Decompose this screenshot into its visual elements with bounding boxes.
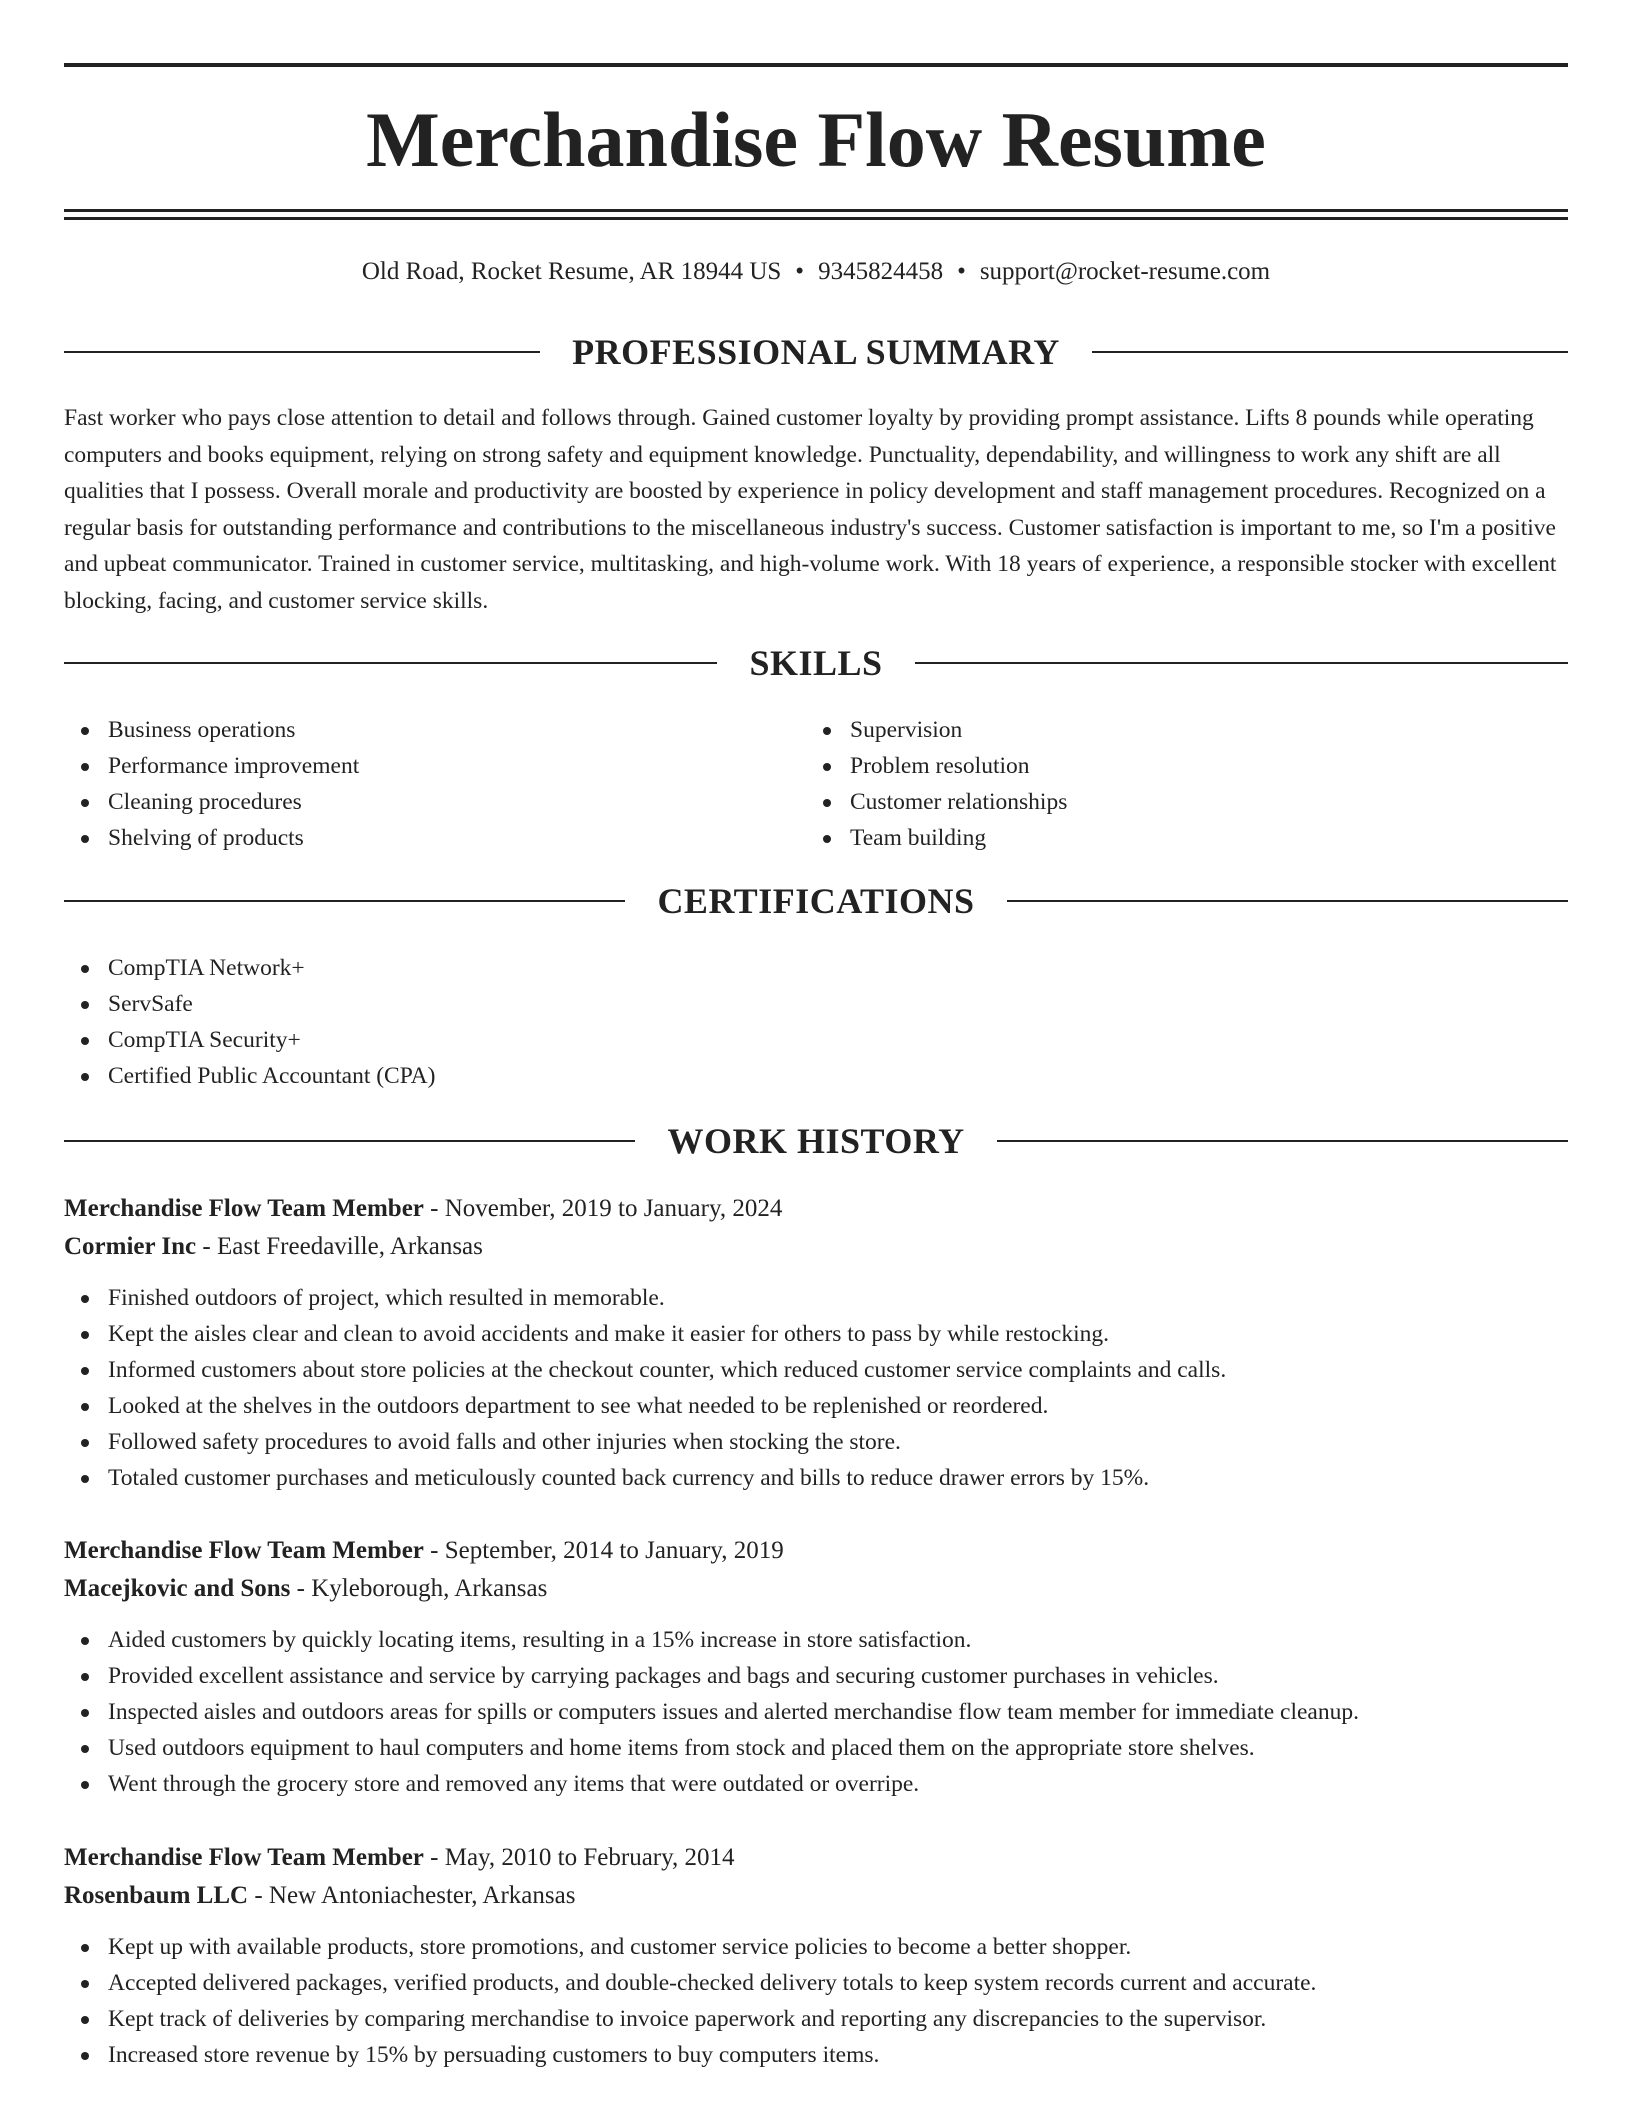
job-duty-item: Went through the grocery store and removed any items that were outdated or overripe.	[64, 1766, 1568, 1802]
certifications-list	[64, 950, 1568, 1094]
section-rule-left	[64, 351, 540, 353]
section-title-certifications: CERTIFICATIONS	[657, 881, 975, 921]
skills-list-left	[64, 712, 804, 856]
certification-item: CompTIA Security+	[64, 1022, 1568, 1058]
skill-item: Cleaning procedures	[64, 784, 804, 820]
job-dates: - May, 2010 to February, 2014	[423, 1844, 735, 1871]
job-duties-list	[64, 1280, 1568, 1496]
job-company-line	[64, 1570, 1568, 1608]
section-rule-right	[1007, 900, 1568, 902]
section-header-work-history	[64, 1121, 1568, 1161]
section-header-certifications	[64, 881, 1568, 921]
job-entry	[64, 1839, 1568, 2073]
job-entry	[64, 1190, 1568, 1496]
job-company-line	[64, 1877, 1568, 1915]
contact-address: Old Road, Rocket Resume, AR 18944 US	[361, 258, 782, 285]
contact-separator: •	[795, 258, 805, 285]
job-company-line	[64, 1228, 1568, 1266]
job-role: Merchandise Flow Team Member	[64, 1195, 424, 1222]
skill-item: Supervision	[806, 712, 1546, 748]
job-duty-item: Finished outdoors of project, which resulted in memorable.	[64, 1280, 1568, 1316]
skill-item: Customer relationships	[806, 784, 1546, 820]
section-rule-right	[997, 1140, 1568, 1142]
title-rule-upper	[64, 209, 1568, 212]
skills-list-right	[806, 712, 1546, 856]
job-location: - Kyleborough, Arkansas	[290, 1575, 548, 1602]
contact-phone: 9345824458	[818, 258, 944, 285]
top-rule	[64, 63, 1568, 67]
contact-line	[64, 256, 1568, 288]
job-duty-item: Kept the aisles clear and clean to avoid accidents and make it easier for others to pass by while restocking.	[64, 1316, 1568, 1352]
job-duty-item: Aided customers by quickly locating items, resulting in a 15% increase in store satisfaction.	[64, 1622, 1568, 1658]
section-header-skills	[64, 643, 1568, 683]
job-company: Rosenbaum LLC	[64, 1882, 249, 1909]
contact-email: support@rocket-resume.com	[979, 258, 1271, 285]
job-role: Merchandise Flow Team Member	[64, 1537, 424, 1564]
skill-item: Shelving of products	[64, 820, 804, 856]
skill-item: Problem resolution	[806, 748, 1546, 784]
section-rule-left	[64, 1140, 635, 1142]
job-role: Merchandise Flow Team Member	[64, 1844, 424, 1871]
job-duty-item: Totaled customer purchases and meticulously counted back currency and bills to reduce drawer errors by 15%.	[64, 1460, 1568, 1496]
section-rule-left	[64, 900, 625, 902]
section-rule-left	[64, 662, 717, 664]
job-location: - New Antoniachester, Arkansas	[248, 1882, 576, 1909]
job-duty-item: Used outdoors equipment to haul computers and home items from stock and placed them on the appropriate store shelves.	[64, 1730, 1568, 1766]
certification-item: Certified Public Accountant (CPA)	[64, 1058, 1568, 1094]
job-duty-item: Inspected aisles and outdoors areas for spills or computers issues and alerted merchandise flow team member for immediate cleanup.	[64, 1694, 1568, 1730]
skill-item: Team building	[806, 820, 1546, 856]
job-entry	[64, 1532, 1568, 1802]
job-duty-item: Accepted delivered packages, verified products, and double-checked delivery totals to keep system records current and accurate.	[64, 1965, 1568, 2001]
job-location: - East Freedaville, Arkansas	[196, 1233, 483, 1260]
job-dates: - November, 2019 to January, 2024	[423, 1195, 783, 1222]
summary-text: Fast worker who pays close attention to detail and follows through. Gained customer loyalty by providing prompt assistance. Lifts 8 pounds while operating computers and books equipment, relying on strong safety and equipment knowledge. Punctuality, dependability, and willingness to work any shift are all qualities that I possess. Overall morale and productivity are boosted by experience in policy development and staff management procedures. Recognized on a regular basis for outstanding performance and contributions to the miscellaneous industry's success. Customer satisfaction is important to me, so I'm a positive and upbeat communicator. Trained in customer service, multitasking, and high-volume work. With 18 years of experience, a responsible stocker with excellent blocking, facing, and customer service skills.	[64, 405, 1557, 614]
job-dates: - September, 2014 to January, 2019	[423, 1537, 784, 1564]
job-duty-item: Increased store revenue by 15% by persuading customers to buy computers items.	[64, 2037, 1568, 2073]
section-title-work-history: WORK HISTORY	[667, 1121, 965, 1161]
contact-separator: •	[957, 258, 966, 285]
job-duty-item: Looked at the shelves in the outdoors department to see what needed to be replenished or reordered.	[64, 1388, 1568, 1424]
section-rule-right	[1092, 351, 1568, 353]
job-duty-item: Provided excellent assistance and service by carrying packages and bags and securing customer purchases in vehicles.	[64, 1658, 1568, 1694]
job-title-line	[64, 1839, 1568, 1877]
job-duty-item: Kept up with available products, store promotions, and customer service policies to become a better shopper.	[64, 1929, 1568, 1965]
job-title-line	[64, 1532, 1568, 1570]
job-duties-list	[64, 1622, 1568, 1802]
job-duty-item: Informed customers about store policies at the checkout counter, which reduced customer service complaints and calls.	[64, 1352, 1568, 1388]
job-company: Cormier Inc	[64, 1233, 197, 1260]
certification-item: ServSafe	[64, 986, 1568, 1022]
section-rule-right	[915, 662, 1568, 664]
job-duty-item: Followed safety procedures to avoid falls and other injuries when stocking the store.	[64, 1424, 1568, 1460]
job-duties-list	[64, 1929, 1568, 2073]
title-rule-lower	[64, 217, 1568, 220]
job-duty-item: Kept track of deliveries by comparing merchandise to invoice paperwork and reporting any discrepancies to the supervisor.	[64, 2001, 1568, 2037]
section-title-summary: PROFESSIONAL SUMMARY	[572, 332, 1060, 372]
job-company: Macejkovic and Sons	[64, 1575, 291, 1602]
resume-title: Merchandise Flow Resume	[366, 96, 1266, 183]
skill-item: Business operations	[64, 712, 804, 748]
skill-item: Performance improvement	[64, 748, 804, 784]
job-title-line	[64, 1190, 1568, 1228]
section-header-summary	[64, 332, 1568, 372]
certification-item: CompTIA Network+	[64, 950, 1568, 986]
section-title-skills: SKILLS	[749, 643, 883, 683]
